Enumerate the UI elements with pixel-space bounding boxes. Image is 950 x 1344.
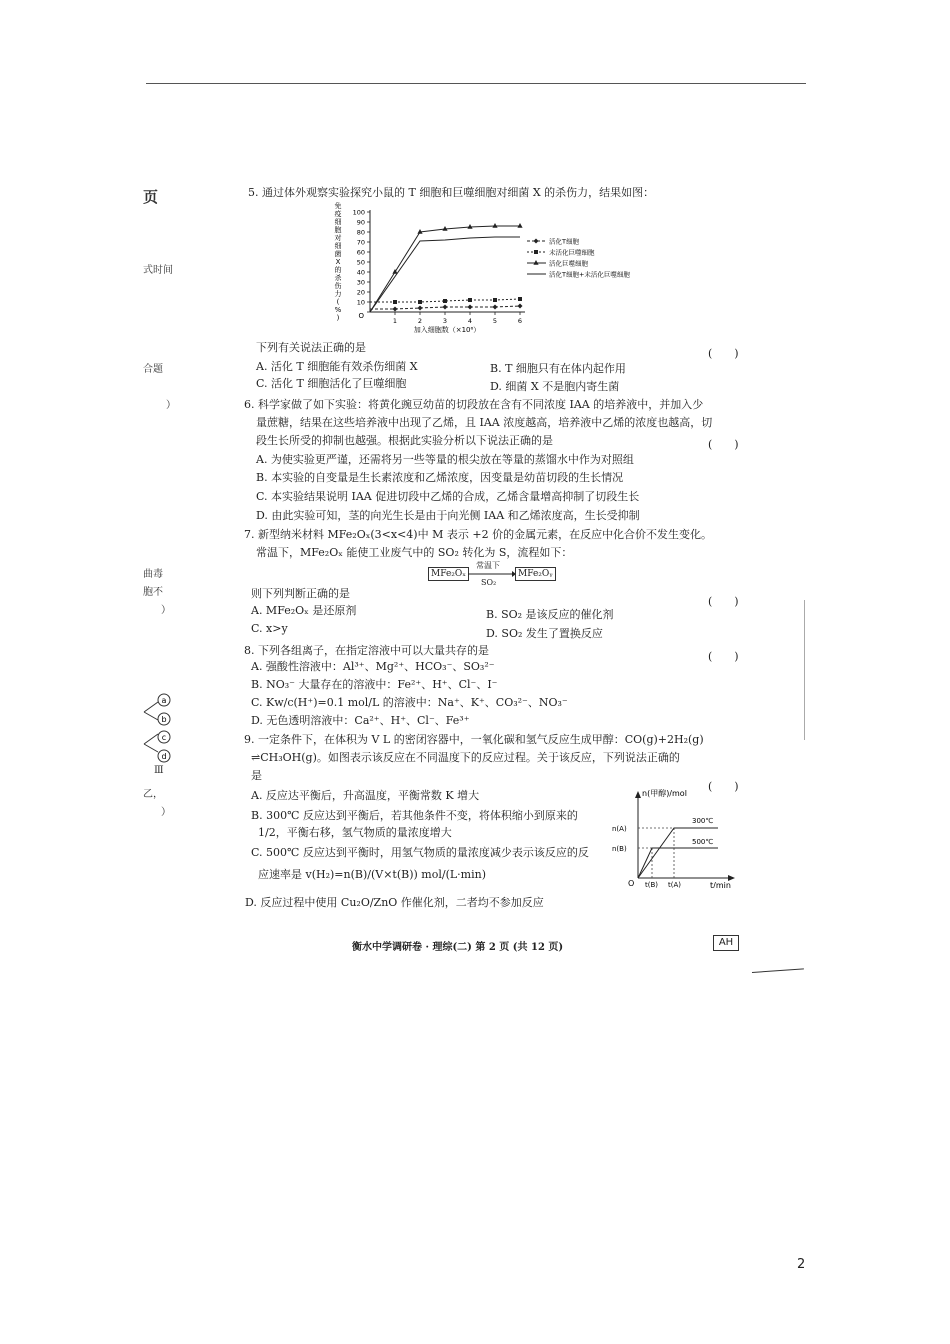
chart-point [518,304,523,309]
chart-y-label-char: 伤 [334,282,342,290]
q6-option-c: C. 本实验结果说明 IAA 促进切段中乙烯的合成，乙烯含量增高抑制了切段生长 [256,490,640,503]
chart-y-label-char: % [334,306,342,314]
q8-option-c: C. Kw/c(H⁺)=0.1 mol/L 的溶液中：Na⁺、K⁺、CO₃²⁻、NO₃⁻ [251,696,568,709]
curve-500c-label: 500℃ [692,838,714,846]
q9-option-c-line-2: 应速率是 v(H₂)=n(B)/(V×t(B)) mol/(L·min) [258,868,486,881]
q8-option-a: A. 强酸性溶液中：Al³⁺、Mg²⁺、HCO₃⁻、SO₃²⁻ [251,660,495,673]
q7-line-2: 常温下，MFe₂Oₓ 能使工业废气中的 SO₂ 转化为 S，流程如下： [256,546,573,559]
q5-option-a: A. 活化 T 细胞能有效杀伤细菌 X [256,360,418,373]
chart-point [493,298,497,302]
q6-option-b: B. 本实验的自变量是生长素浓度和乙烯浓度，因变量是幼苗切段的生长情况 [256,471,624,484]
cell-label: d [161,752,167,761]
top-rule [146,83,806,84]
chart-x-tick-label: 3 [442,317,448,325]
page-footer: 衡水中学调研卷 · 理综(二) 第 2 页 (共 12 页) [352,942,564,953]
chart-y-tick-label: 40 [356,268,365,277]
page-number: 2 [797,1257,806,1272]
scan-mark-line [752,968,804,973]
graph-origin: O [628,879,635,888]
chart-legend-label: 活化巨噬细胞 [549,259,588,268]
q7-prompt: 则下列判断正确的是 [251,587,350,600]
cell-label: c [161,733,167,742]
chart-point [493,305,498,310]
chart-y-tick-label: 20 [356,288,365,297]
q7-line-1: 7. 新型纳米材料 MFe₂Oₓ(3<x<4)中 M 表示 +2 价的金属元素，在反应中化合价不发生变化。 [244,528,713,541]
cell-label: b [161,715,167,724]
chart-y-label-char: 细 [334,242,342,250]
margin-fragment: 胞不 [143,587,163,598]
q9-option-a: A. 反应达平衡后，升高温度，平衡常数 K 增大 [251,789,480,802]
q8-answer-blank: ( ) [708,650,739,663]
chart-point [518,297,522,301]
chart-legend-label: 活化T细胞 [549,237,579,246]
q6-option-d: D. 由此实验可知，茎的向光生长是由于向光侧 IAA 和乙烯浓度高，生长受抑制 [256,509,640,522]
q7-flow-arrow [468,570,516,578]
chart-x-tick-label: 6 [517,317,523,325]
chart-x-axis-label: 加入细胞数（×10⁶） [413,326,481,334]
q5-stem: 5. 通过体外观察实验探究小鼠的 T 细胞和巨噬细胞对细菌 X 的杀伤力，结果如图： [248,186,655,199]
chart-legend-label: 未活化巨噬细胞 [549,248,595,257]
q5-option-d: D. 细菌 X 不是胞内寄生菌 [490,380,620,393]
chart-y-tick-label: 90 [356,218,365,227]
chart-x-tick-label: 2 [417,317,423,325]
q6-line-2: 量蔗糖，结果在这些培养液中出现了乙烯，且 IAA 浓度越高，培养液中乙烯的浓度也越高，切 [256,416,713,429]
chart-y-tick-label: 60 [356,248,365,257]
q9-option-c-line-1: C. 500℃ 反应达到平衡时，用氢气物质的量浓度减少表示该反应的反 [251,846,589,859]
q5-option-c: C. 活化 T 细胞活化了巨噬细胞 [256,377,407,390]
chart-y-tick-label: 70 [356,238,365,247]
graph-nB-label: n(B) [612,845,627,853]
q7-option-a: A. MFe₂Oₓ 是还原剂 [251,604,357,617]
graph-tB-label: t(B) [645,881,659,888]
margin-fragment: 页 [143,188,159,206]
curve-300c-label: 300℃ [692,817,714,825]
chart-y-label-char: 菌 [334,250,342,258]
chart-origin-label: O [358,312,364,320]
q8-option-b: B. NO₃⁻ 大量存在的溶液中：Fe²⁺、H⁺、Cl⁻、I⁻ [251,678,498,691]
margin-fragment: 乙， [143,789,163,800]
margin-fragment: ） [166,400,176,411]
chart-y-label-char: 疫 [334,210,342,218]
scan-edge-line [804,600,805,740]
chart-point [418,306,423,311]
chart-point [468,298,472,302]
graph-nA-label: n(A) [612,825,627,833]
chart-y-tick-label: 30 [356,278,365,287]
q9-option-b-line-1: B. 300℃ 反应达到平衡后，若其他条件不变，将体积缩小到原来的 [251,809,578,822]
q9-option-b-line-2: 1/2，平衡右移，氢气物质的量浓度增大 [258,826,452,839]
chart-y-label-char: 力 [334,290,342,298]
curve-500c [638,848,718,878]
margin-fragment: ） [161,605,171,616]
q8-stem: 8. 下列各组离子，在指定溶液中可以大量共存的是 [244,644,489,657]
chart-legend-label: 活化T细胞+未活化巨噬细胞 [549,270,630,279]
q6-option-a: A. 为使实验更严谨，还需将另一些等量的根尖放在等量的蒸馏水中作为对照组 [256,453,634,466]
chart-y-tick-label: 50 [356,258,365,267]
q7-flow-reactant: MFe₂Oₓ [428,567,469,581]
chart-point [443,305,448,310]
q7-flow-condition: 常温下 [476,561,500,570]
q9-answer-blank: ( ) [708,780,739,793]
chart-point [468,305,473,310]
cell-division-diagram [140,690,174,766]
q8-option-d: D. 无色透明溶液中：Ca²⁺、H⁺、Cl⁻、Fe³⁺ [251,714,470,727]
chart-y-label-char: 对 [334,234,342,242]
chart-y-tick-label: 80 [356,228,365,237]
chart-x-tick-label: 1 [392,317,398,325]
q5-prompt: 下列有关说法正确的是 [256,341,366,354]
q9-line-1: 9. 一定条件下，在体积为 V L 的密闭容器中，一氧化碳和氢气反应生成甲醇：CO(g)+2H₂(g) [244,733,704,746]
q9-methanol-graph [612,786,742,888]
chart-x-tick-label: 4 [467,317,473,325]
q9-option-d: D. 反应过程中使用 Cu₂O/ZnO 作催化剂，二者均不参加反应 [245,896,544,909]
chart-y-label-char: 的 [334,266,342,274]
chart-point [492,223,497,228]
q6-line-3: 段生长所受的抑制也越强。根据此实验分析以下说法正确的是 [256,434,553,447]
chart-y-label-char: 细 [334,218,342,226]
q5-answer-blank: ( ) [708,347,739,360]
chart-x-tick-label: 5 [492,317,498,325]
chart-y-axis-label [335,201,342,322]
chart-y-tick-label: 10 [356,298,365,307]
q5-option-b: B. T 细胞只有在体内起作用 [490,362,626,375]
q7-option-b: B. SO₂ 是该反应的催化剂 [486,608,614,621]
q7-flow-product: MFe₂Oᵧ [515,567,556,581]
graph-x-label: t/min [710,881,731,888]
chart-y-label-char: 杀 [334,274,342,282]
cell-label: a [161,696,167,705]
margin-fragment: 曲毒 [143,569,163,580]
q9-line-3: 是 [251,769,262,782]
chart-point [517,223,522,228]
paper-tag: AH [713,935,739,951]
graph-tA-label: t(A) [668,881,681,888]
q7-option-d: D. SO₂ 发生了置换反应 [486,627,603,640]
q5-kill-rate-chart [330,200,680,345]
q6-answer-blank: ( ) [708,438,739,451]
chart-y-tick-label: 100 [352,208,365,217]
chart-y-label-char: ) [336,314,340,322]
margin-fragment: 式时间 [143,265,173,276]
q7-option-c: C. x>y [251,622,288,635]
chart-point [418,300,422,304]
chart-point [393,307,398,312]
margin-fragment: 合题 [143,364,163,375]
chart-y-label-char: X [335,258,341,266]
q7-flow-reagent: SO₂ [481,578,497,587]
chart-y-label-char: 胞 [334,226,342,234]
chart-point [443,299,447,303]
graph-y-label: n(甲醇)/mol [642,789,687,798]
q7-answer-blank: ( ) [708,595,739,608]
chart-point [467,224,472,229]
chart-y-label-char: 免 [334,202,342,210]
chart-y-label-char: ( [336,298,340,306]
q6-line-1: 6. 科学家做了如下实验：将黄化豌豆幼苗的切段放在含有不同浓度 IAA 的培养液中，并加入少 [244,398,704,411]
margin-fragment: ） [161,807,171,818]
chart-point [393,300,397,304]
margin-fragment: Ⅲ [154,765,164,776]
q9-line-2: ⇌CH₃OH(g)。如图表示该反应在不同温度下的反应过程。关于该反应，下列说法正确的 [251,751,680,764]
